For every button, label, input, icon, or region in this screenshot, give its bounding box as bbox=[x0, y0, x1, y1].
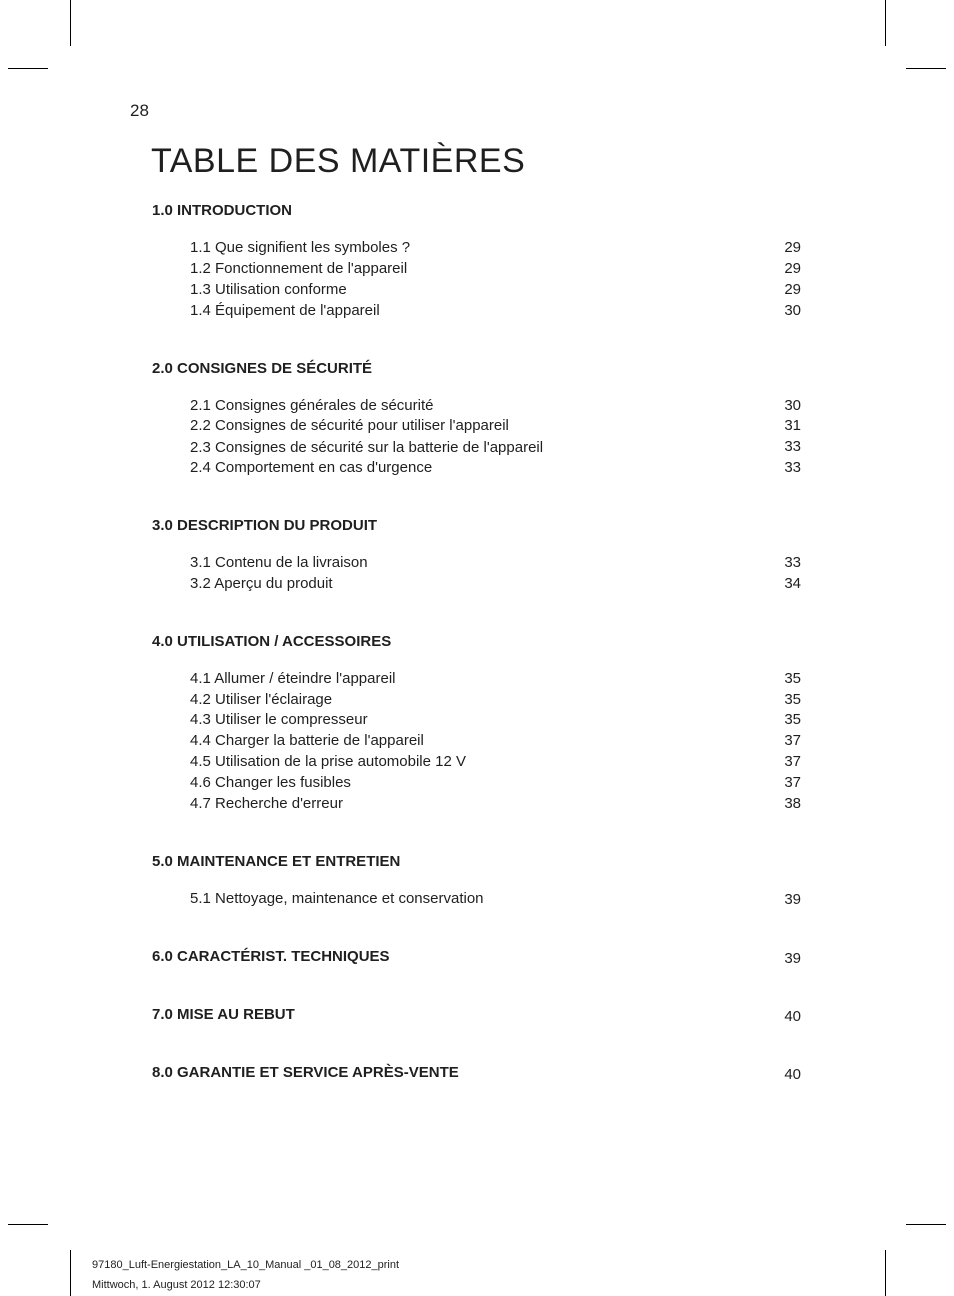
toc-page-ref: 33 bbox=[784, 554, 801, 571]
section-heading[interactable]: 4.0 UTILISATION / ACCESSOIRES bbox=[152, 633, 392, 650]
toc-item[interactable]: 1.3 Utilisation conforme bbox=[190, 281, 347, 298]
toc-page-ref: 37 bbox=[784, 774, 801, 791]
toc-page-ref: 29 bbox=[784, 281, 801, 298]
toc-item[interactable]: 3.2 Aperçu du produit bbox=[190, 575, 333, 592]
toc-item[interactable]: 1.1 Que signifient les symboles ? bbox=[190, 239, 411, 256]
toc-page-ref: 39 bbox=[784, 891, 801, 908]
crop-mark bbox=[70, 0, 71, 46]
toc-item[interactable]: 5.1 Nettoyage, maintenance et conservation bbox=[190, 890, 484, 907]
print-footer bbox=[92, 1255, 399, 1295]
toc-page-ref: 29 bbox=[784, 239, 801, 256]
section-heading[interactable]: 5.0 MAINTENANCE ET ENTRETIEN bbox=[152, 853, 401, 870]
toc-item[interactable]: 4.6 Changer les fusibles bbox=[190, 774, 351, 791]
crop-mark bbox=[8, 1224, 48, 1225]
crop-mark bbox=[70, 1250, 71, 1296]
toc-page-ref: 37 bbox=[784, 753, 801, 770]
section-heading[interactable]: 7.0 MISE AU REBUT bbox=[152, 1006, 295, 1023]
footer-timestamp: Mittwoch, 1. August 2012 12:30:07 bbox=[92, 1279, 261, 1291]
toc-page-ref: 30 bbox=[784, 397, 801, 414]
toc-item[interactable]: 2.2 Consignes de sécurité pour utiliser l'appareil bbox=[190, 417, 509, 434]
toc-item[interactable]: 2.4 Comportement en cas d'urgence bbox=[190, 459, 433, 476]
toc-page-ref: 29 bbox=[784, 260, 801, 277]
toc-page-ref: 37 bbox=[784, 732, 801, 749]
section-heading[interactable]: 6.0 CARACTÉRIST. TECHNIQUES bbox=[152, 948, 390, 965]
toc-page-ref: 34 bbox=[784, 575, 801, 592]
toc-page-ref: 35 bbox=[784, 691, 801, 708]
section-heading[interactable]: 2.0 CONSIGNES DE SÉCURITÉ bbox=[152, 360, 373, 377]
toc-item[interactable]: 1.4 Équipement de l'appareil bbox=[190, 302, 380, 319]
toc-page-ref: 30 bbox=[784, 302, 801, 319]
toc-page-ref: 38 bbox=[784, 795, 801, 812]
toc-item[interactable]: 4.5 Utilisation de la prise automobile 12 V bbox=[190, 753, 466, 770]
toc-item[interactable]: 3.1 Contenu de la livraison bbox=[190, 554, 368, 571]
toc-page-ref: 33 bbox=[784, 459, 801, 476]
toc-page-ref: 35 bbox=[784, 670, 801, 687]
toc-item[interactable]: 2.3 Consignes de sécurité sur la batterie de l'appareil bbox=[190, 439, 544, 456]
toc-item[interactable]: 4.7 Recherche d'erreur bbox=[190, 795, 343, 812]
page-title: TABLE DES MATIÈRES bbox=[151, 142, 526, 180]
toc-page-ref: 33 bbox=[784, 438, 801, 455]
toc-page-ref: 31 bbox=[784, 417, 801, 434]
section-heading[interactable]: 8.0 GARANTIE ET SERVICE APRÈS-VENTE bbox=[152, 1064, 459, 1081]
crop-mark bbox=[906, 68, 946, 69]
toc-page-ref: 35 bbox=[784, 711, 801, 728]
crop-mark bbox=[8, 68, 48, 69]
toc-item[interactable]: 4.3 Utiliser le compresseur bbox=[190, 711, 368, 728]
footer-filename: 97180_Luft-Energiestation_LA_10_Manual _01_08_2012_print bbox=[92, 1259, 400, 1271]
toc-item[interactable]: 4.4 Charger la batterie de l'appareil bbox=[190, 732, 424, 749]
crop-mark bbox=[885, 1250, 886, 1296]
crop-mark bbox=[906, 1224, 946, 1225]
toc-page-ref: 39 bbox=[784, 950, 801, 967]
toc-item[interactable]: 2.1 Consignes générales de sécurité bbox=[190, 397, 434, 414]
toc-page-ref: 40 bbox=[784, 1066, 801, 1083]
section-heading[interactable]: 1.0 INTRODUCTION bbox=[152, 202, 293, 219]
toc-item[interactable]: 4.1 Allumer / éteindre l'appareil bbox=[190, 670, 396, 687]
page-number: 28 bbox=[130, 101, 149, 120]
toc-page-ref: 40 bbox=[784, 1008, 801, 1025]
toc-item[interactable]: 4.2 Utiliser l'éclairage bbox=[190, 691, 333, 708]
toc-item[interactable]: 1.2 Fonctionnement de l'appareil bbox=[190, 260, 408, 277]
section-heading[interactable]: 3.0 DESCRIPTION DU PRODUIT bbox=[152, 517, 378, 534]
crop-mark bbox=[885, 0, 886, 46]
